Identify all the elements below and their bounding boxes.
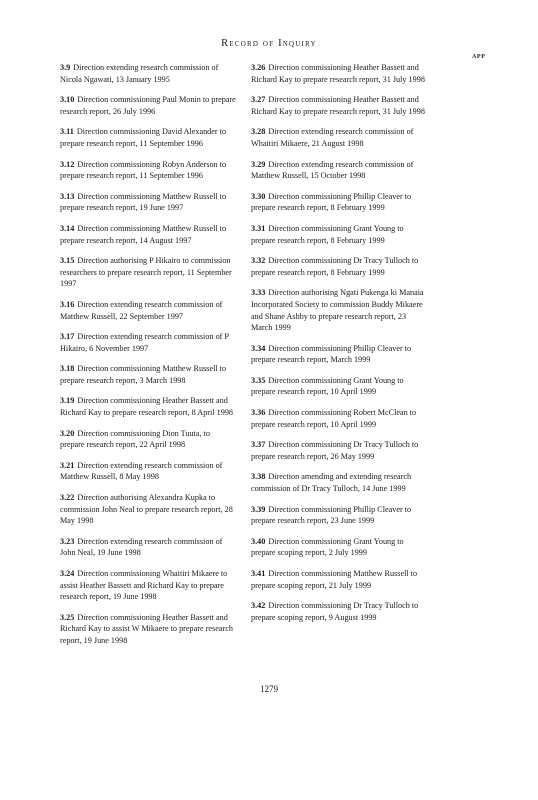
- entry-text: Direction commissioning Robyn Anderson to prepare research report, 11 September 1996: [60, 159, 227, 181]
- entry-number: 3.13: [60, 191, 75, 201]
- list-item: [251, 471, 427, 494]
- entry-number: 3.24: [60, 569, 75, 578]
- entry-number: 3.38: [251, 472, 266, 482]
- entry-text: Direction commissioning Dr Tracy Tulloch to prepare research report, 26 May 1999: [251, 440, 419, 461]
- list-item: [60, 395, 236, 418]
- list-item: [251, 287, 427, 333]
- list-item: [251, 504, 427, 527]
- entry-text: Direction commissioning Whaitiri Mikaere to assist Heather Bassett and Richard Kay to prepare research report, 19 June 1998: [60, 569, 228, 602]
- entry-text: Direction commissioning Dr Tracy Tulloch to prepare scoping report, 9 August 1999: [251, 601, 419, 622]
- right-column: [251, 62, 427, 632]
- list-item: [60, 428, 236, 451]
- list-item: [60, 331, 236, 354]
- entry-number: 3.9: [60, 63, 71, 72]
- entry-number: 3.26: [251, 63, 266, 72]
- list-item: [251, 62, 427, 85]
- entry-text: Direction commissioning Matthew Russell to prepare research report, 19 June 1997: [60, 191, 227, 213]
- list-item: [251, 255, 427, 278]
- list-item: [251, 407, 427, 430]
- list-item: [60, 536, 236, 559]
- entry-text: Direction commissioning Heather Bassett and Richard Kay to prepare research report, 31 July 1998: [251, 95, 425, 116]
- entry-text: Direction extending research commission of P Hikairo, 6 November 1997: [60, 332, 229, 353]
- entry-number: 3.27: [251, 95, 266, 105]
- list-item: [60, 223, 236, 246]
- entry-number: 3.22: [60, 493, 75, 503]
- entry-number: 3.39: [251, 504, 266, 514]
- entry-number: 3.20: [60, 428, 75, 438]
- entry-text: Direction authorising Alexandra Kupka to commission John Neal to prepare research report, 28 May 1998: [60, 493, 233, 526]
- entry-number: 3.10: [60, 95, 75, 105]
- list-item: [60, 299, 236, 322]
- entry-number: 3.40: [251, 536, 266, 546]
- entry-text: Direction commissioning Dr Tracy Tulloch to prepare research report, 8 February 1999: [251, 256, 419, 277]
- entry-number: 3.33: [251, 288, 266, 298]
- entry-text: Direction commissioning Grant Young to prepare research report, 10 April 1999: [251, 375, 404, 397]
- list-item: [60, 568, 236, 603]
- entry-number: 3.29: [251, 159, 266, 169]
- entry-text: Direction commissioning Heather Bassett and Richard Kay to prepare research report, 31 July 1998: [251, 63, 425, 84]
- entry-text: Direction authorising Ngati Pukenga ki Manaia Incorporated Society to commission Buddy Mikaere and Shane Ashby to prepare research report, 23 March 1999: [251, 288, 424, 333]
- entry-number: 3.12: [60, 159, 75, 169]
- entry-number: 3.41: [251, 569, 266, 578]
- entry-text: Direction authorising P Hikairo to commission researchers to prepare research report, 11 September 1997: [60, 256, 232, 289]
- list-item: [60, 363, 236, 386]
- entry-number: 3.23: [60, 536, 75, 546]
- list-item: [251, 439, 427, 462]
- list-item: [251, 126, 427, 149]
- entry-number: 3.28: [251, 127, 266, 137]
- list-item: [60, 492, 236, 527]
- entry-text: Direction commissioning Heather Bassett and Richard Kay to prepare research report, 8 April 1998: [60, 396, 234, 418]
- list-item: [60, 94, 236, 117]
- list-item: [251, 600, 427, 623]
- entry-text: Direction commissioning Phillip Cleaver to prepare research report, 23 June 1999: [251, 504, 412, 526]
- entry-text: Direction extending research commission of Matthew Russell, 15 October 1998: [251, 159, 414, 181]
- entry-number: 3.14: [60, 223, 75, 233]
- entry-number: 3.42: [251, 601, 266, 611]
- list-item: [60, 460, 236, 483]
- entry-text: Direction commissioning Paul Monin to prepare research report, 26 July 1996: [60, 95, 236, 116]
- page-number: 1279: [260, 684, 278, 694]
- list-item: [251, 568, 427, 591]
- left-column: [60, 62, 236, 656]
- entry-number: 3.25: [60, 612, 75, 622]
- entry-text: Direction commissioning Matthew Russell to prepare scoping report, 21 July 1999: [251, 569, 418, 590]
- entry-number: 3.19: [60, 396, 75, 406]
- entry-number: 3.11: [60, 127, 74, 137]
- entry-number: 3.21: [60, 460, 75, 470]
- entry-text: Direction commissioning Matthew Russell to prepare research report, 3 March 1998: [60, 364, 227, 385]
- list-item: [60, 612, 236, 647]
- entry-text: Direction commissioning David Alexander to prepare research report, 11 September 1996: [60, 127, 227, 148]
- entry-number: 3.17: [60, 332, 75, 342]
- entry-text: Direction extending research commission of Matthew Russell, 8 May 1998: [60, 460, 223, 482]
- entry-text: Direction extending research commission of Whaitiri Mikaere, 21 August 1998: [251, 127, 414, 148]
- list-item: [60, 126, 236, 149]
- entry-number: 3.16: [60, 299, 75, 309]
- list-item: [251, 375, 427, 398]
- entry-text: Direction commissioning Phillip Cleaver to prepare research report, March 1999: [251, 343, 412, 365]
- entry-text: Direction commissioning Phillip Cleaver to prepare research report, 8 February 1999: [251, 191, 412, 213]
- entry-text: Direction commissioning Heather Bassett and Richard Kay to assist W Mikaere to prepare research report, 19 June 1998: [60, 612, 233, 645]
- page-header-title: Record of Inquiry: [221, 38, 317, 49]
- list-item: [251, 94, 427, 117]
- entry-number: 3.35: [251, 375, 266, 385]
- entry-number: 3.18: [60, 364, 75, 374]
- entry-number: 3.30: [251, 191, 266, 201]
- list-item: [251, 343, 427, 366]
- list-item: [251, 159, 427, 182]
- entry-text: Direction commissioning Grant Young to prepare research report, 8 February 1999: [251, 223, 404, 245]
- list-item: [60, 255, 236, 290]
- entry-number: 3.34: [251, 343, 266, 353]
- entry-number: 3.15: [60, 256, 75, 266]
- entry-text: Direction extending research commission of John Neal, 19 June 1998: [60, 536, 223, 558]
- list-item: [60, 62, 236, 85]
- entry-text: Direction commissioning Grant Young to prepare scoping report, 2 July 1999: [251, 536, 404, 558]
- entry-number: 3.36: [251, 408, 266, 418]
- entry-text: Direction commissioning Matthew Russell to prepare research report, 14 August 1997: [60, 223, 227, 245]
- entry-number: 3.32: [251, 256, 266, 266]
- entry-text: Direction commissioning Robert McClean to prepare research report, 10 April 1999: [251, 408, 417, 429]
- entry-text: Direction amending and extending research commission of Dr Tracy Tulloch, 14 June 1999: [251, 472, 412, 494]
- list-item: [251, 223, 427, 246]
- list-item: [251, 536, 427, 559]
- list-item: [251, 191, 427, 214]
- list-item: [60, 191, 236, 214]
- entry-text: Direction commissioning Dion Tuuta, to prepare research report, 22 April 1998: [60, 428, 210, 450]
- entry-number: 3.37: [251, 440, 266, 450]
- entry-text: Direction extending research commission of Nicola Ngawati, 13 January 1995: [60, 63, 219, 84]
- entry-number: 3.31: [251, 223, 266, 233]
- list-item: [60, 159, 236, 182]
- section-corner-label: APP: [472, 54, 486, 60]
- entry-text: Direction extending research commission of Matthew Russell, 22 September 1997: [60, 299, 223, 321]
